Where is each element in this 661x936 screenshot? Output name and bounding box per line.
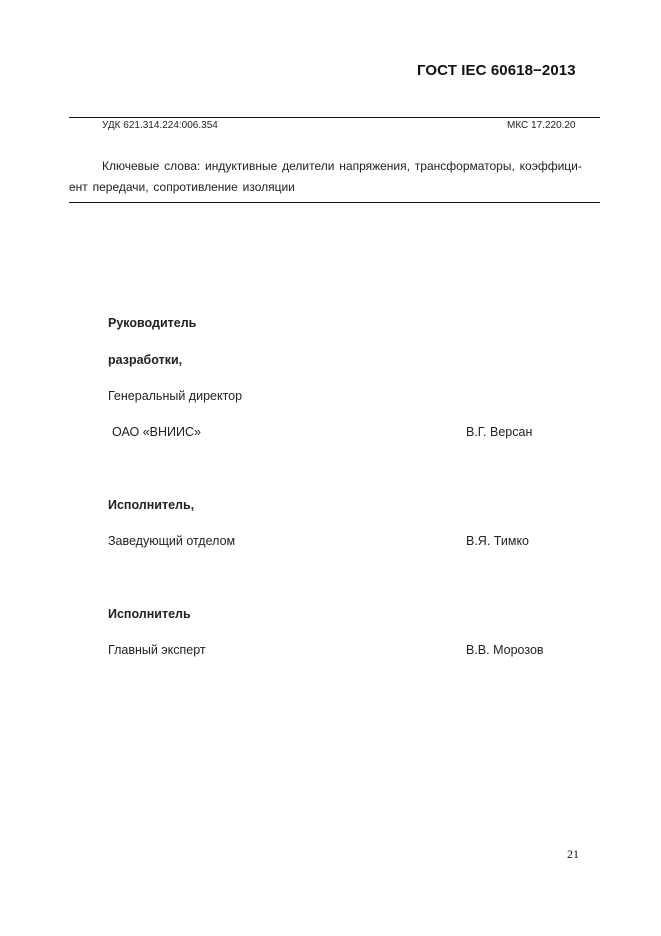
udk-code: УДК 621.314.224:006.354 [102, 120, 218, 131]
executor1-position: Заведующий отделом [108, 534, 236, 548]
executor1-name: В.Я. Тимко [466, 534, 530, 548]
head-role-line-1: Руководитель [108, 316, 197, 330]
head-position: Генеральный директор [108, 389, 243, 403]
bottom-divider [69, 202, 600, 203]
keywords-line-2: ент передачи, сопротивление изоляции [69, 180, 295, 194]
document-code: ГОСТ IEC 60618−2013 [417, 62, 576, 79]
executor2-role: Исполнитель [108, 607, 191, 621]
page-number: 21 [567, 847, 579, 861]
top-divider [69, 117, 600, 118]
head-name: В.Г. Версан [466, 425, 533, 439]
executor1-role: Исполнитель, [108, 498, 195, 512]
mks-code: МКС 17.220.20 [507, 120, 576, 131]
executor2-position: Главный эксперт [108, 643, 206, 657]
head-organization: ОАО «ВНИИС» [112, 425, 201, 439]
keywords-line-1: Ключевые слова: индуктивные делители напряжения, трансформаторы, коэффици- [102, 159, 582, 173]
executor2-name: В.В. Морозов [466, 643, 544, 657]
keywords-paragraph [69, 156, 600, 198]
head-role-line-2: разработки, [108, 353, 183, 367]
